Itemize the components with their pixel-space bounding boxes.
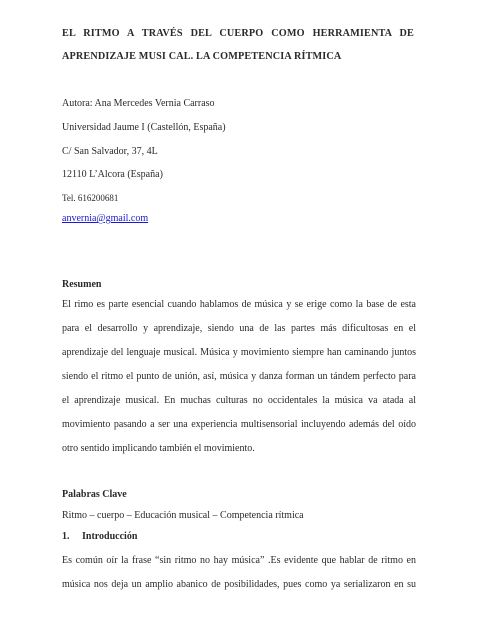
author-email-link[interactable]: anvernia@gmail.com xyxy=(62,213,149,224)
abstract-line: El rimo es parte esencial cuando hablamos de música y se erige como la base de esta xyxy=(62,299,416,310)
section-title: Introducción xyxy=(82,531,138,542)
abstract-line: movimiento pasando a ser una experiencia multisensorial incluyendo además del oído xyxy=(62,419,416,430)
introduction-heading xyxy=(62,531,137,543)
author-phone: Tel. 616200681 xyxy=(62,193,119,203)
abstract-line: aprendizaje del lenguaje musical. Música y movimiento siempre han caminando juntos xyxy=(62,347,416,358)
keywords-heading: Palabras Clave xyxy=(62,489,127,500)
keywords-list: Ritmo – cuerpo – Educación musical – Competencia rítmica xyxy=(62,510,304,521)
paper-title-line-2: APRENDIZAJE MUSI CAL. LA COMPETENCIA RÍTMICA xyxy=(62,51,342,62)
author-name: Autora: Ana Mercedes Vernia Carraso xyxy=(62,98,215,109)
author-university: Universidad Jaume I (Castellón, España) xyxy=(62,122,226,133)
abstract-line: para el desarrollo y aprendizaje, siendo una de las partes más dificultosas en el xyxy=(62,323,416,334)
abstract-line: otro sentido implicando también el movimiento. xyxy=(62,443,255,454)
abstract-line: el aprendizaje musical. En muchas culturas no occidentales la música va atada al xyxy=(62,395,416,406)
abstract-heading: Resumen xyxy=(62,279,102,290)
author-city: 12110 L’Alcora (España) xyxy=(62,169,163,180)
introduction-line: Es común oír la frase “sin ritmo no hay música” .Es evidente que hablar de ritmo en xyxy=(62,555,416,566)
paper-title-line-1: EL RITMO A TRAVÉS DEL CUERPO COMO HERRAMIENTA DE xyxy=(62,28,414,39)
section-number: 1. xyxy=(62,531,70,542)
introduction-line: música nos deja un amplio abanico de posibilidades, pues como ya serializaron en su xyxy=(62,579,416,590)
abstract-line: siendo el ritmo el punto de unión, así, música y danza forman un tándem perfecto para xyxy=(62,371,416,382)
author-street: C/ San Salvador, 37, 4L xyxy=(62,146,158,157)
